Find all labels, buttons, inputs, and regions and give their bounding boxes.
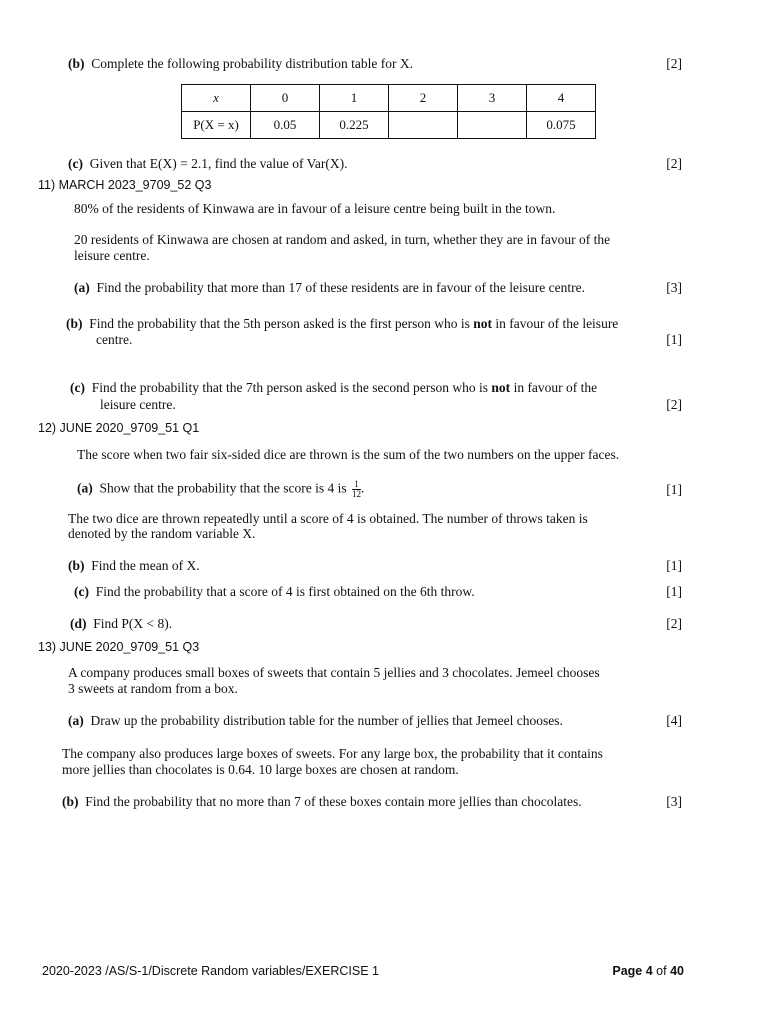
question-12c — [74, 584, 475, 600]
question-11b — [66, 316, 618, 332]
table-cell: 2 — [389, 85, 458, 112]
question-text: Find the probability that more than 17 of these residents are in favour of the leisure centre. — [96, 280, 585, 295]
table-cell: 0.225 — [320, 112, 389, 139]
part-label: (a) — [77, 480, 93, 496]
paragraph: A company produces small boxes of sweets that contain 5 jellies and 3 chocolates. Jemeel chooses — [68, 665, 600, 680]
part-label: (c) — [68, 156, 83, 171]
question-text: Complete the following probability distribution table for X. — [91, 56, 413, 71]
part-label: (a) — [74, 280, 90, 295]
question-text: leisure centre. — [100, 397, 176, 412]
marks: [2] — [666, 56, 682, 71]
question-text: Find the probability that the 7th person asked is the second person who is — [91, 380, 489, 395]
question-b-prev — [68, 56, 413, 72]
table-header-row — [182, 85, 596, 112]
part-label: (a) — [68, 713, 84, 728]
marks: [4] — [666, 713, 682, 728]
question-text: Find P(X < 8). — [93, 616, 173, 631]
part-label: (c) — [70, 380, 85, 395]
part-label: (c) — [74, 584, 89, 599]
paragraph: The two dice are thrown repeatedly until a score of 4 is obtained. The number of throws taken is — [68, 511, 588, 526]
table-row — [182, 112, 596, 139]
emphasis: not — [491, 380, 511, 395]
table-cell: x — [182, 85, 251, 112]
marks: [2] — [666, 616, 682, 631]
question-12d — [70, 616, 172, 632]
probability-table — [181, 84, 596, 139]
part-label: (b) — [62, 794, 79, 809]
fraction-numerator: 1 — [352, 480, 361, 490]
marks: [1] — [666, 584, 682, 599]
paragraph: more jellies than chocolates is 0.64. 10 large boxes are chosen at random. — [62, 762, 459, 777]
table-cell: 1 — [320, 85, 389, 112]
question-13-heading: 13) JUNE 2020_9709_51 Q3 — [38, 640, 200, 654]
page-current: 4 — [645, 964, 653, 978]
paragraph: 80% of the residents of Kinwawa are in favour of a leisure centre being built in the town. — [74, 201, 556, 216]
marks: [2] — [666, 397, 682, 412]
question-text: Draw up the probability distribution table for the number of jellies that Jemeel chooses. — [90, 713, 563, 728]
fraction-denominator: 12 — [351, 489, 361, 499]
question-11-heading: 11) MARCH 2023_9709_52 Q3 — [38, 178, 212, 192]
table-cell: 0 — [251, 85, 320, 112]
paragraph: The score when two fair six-sided dice are thrown is the sum of the two numbers on the upper faces. — [77, 447, 620, 462]
marks: [2] — [666, 156, 682, 171]
question-text: Find the probability that the 5th person asked is the first person who is — [89, 316, 470, 331]
page-label: Page — [612, 964, 643, 978]
paragraph: The company also produces large boxes of sweets. For any large box, the probability that it contains — [62, 746, 603, 761]
paragraph: leisure centre. — [74, 248, 150, 263]
marks: [1] — [666, 332, 682, 347]
marks: [1] — [666, 482, 682, 497]
question-text: centre. — [96, 332, 133, 347]
page-of: of — [656, 964, 667, 978]
question-11a — [74, 280, 585, 296]
emphasis: not — [473, 316, 492, 331]
table-cell: 0.05 — [251, 112, 320, 139]
question-text: Show that the probability that the score is 4 is — [99, 480, 347, 496]
question-11c — [70, 380, 597, 396]
question-12a: (a) Show that the probability that the score is 4 is $\frac{1}{12}$ . — [77, 479, 365, 499]
table-cell: 4 — [527, 85, 596, 112]
marks: [1] — [666, 558, 682, 573]
question-c-prev — [68, 156, 348, 172]
table-cell: 3 — [458, 85, 527, 112]
table-cell — [389, 112, 458, 139]
question-12-heading: 12) JUNE 2020_9709_51 Q1 — [38, 421, 200, 435]
part-label: (d) — [70, 616, 87, 631]
paragraph: denoted by the random variable X. — [68, 526, 256, 541]
question-text: Find the probability that a score of 4 is first obtained on the 6th throw. — [95, 584, 475, 599]
paragraph: 3 sweets at random from a box. — [68, 681, 238, 696]
table-cell: P(X = x) — [182, 112, 251, 139]
question-text: in favour of the leisure — [495, 316, 619, 331]
question-text: Given that E(X) = 2.1, find the value of Var(X). — [89, 156, 348, 171]
part-label: (b) — [68, 558, 85, 573]
marks: [3] — [666, 280, 682, 295]
page-number — [612, 964, 684, 978]
question-13b — [62, 794, 582, 810]
question-text: Find the probability that no more than 7 of these boxes contain more jellies than chocolates. — [85, 794, 582, 809]
table-cell — [458, 112, 527, 139]
part-label: (b) — [66, 316, 83, 331]
question-12b — [68, 558, 200, 574]
question-text: Find the mean of X. — [91, 558, 200, 573]
page-total: 40 — [670, 964, 684, 978]
table-cell: 0.075 — [527, 112, 596, 139]
question-text: in favour of the — [513, 380, 598, 395]
paragraph: 20 residents of Kinwawa are chosen at random and asked, in turn, whether they are in favour of the — [74, 232, 611, 247]
marks: [3] — [666, 794, 682, 809]
fraction — [352, 480, 361, 499]
footer-left: 2020-2023 /AS/S-1/Discrete Random variables/EXERCISE 1 — [42, 964, 379, 978]
question-13a — [68, 713, 563, 729]
part-label: (b) — [68, 56, 85, 71]
